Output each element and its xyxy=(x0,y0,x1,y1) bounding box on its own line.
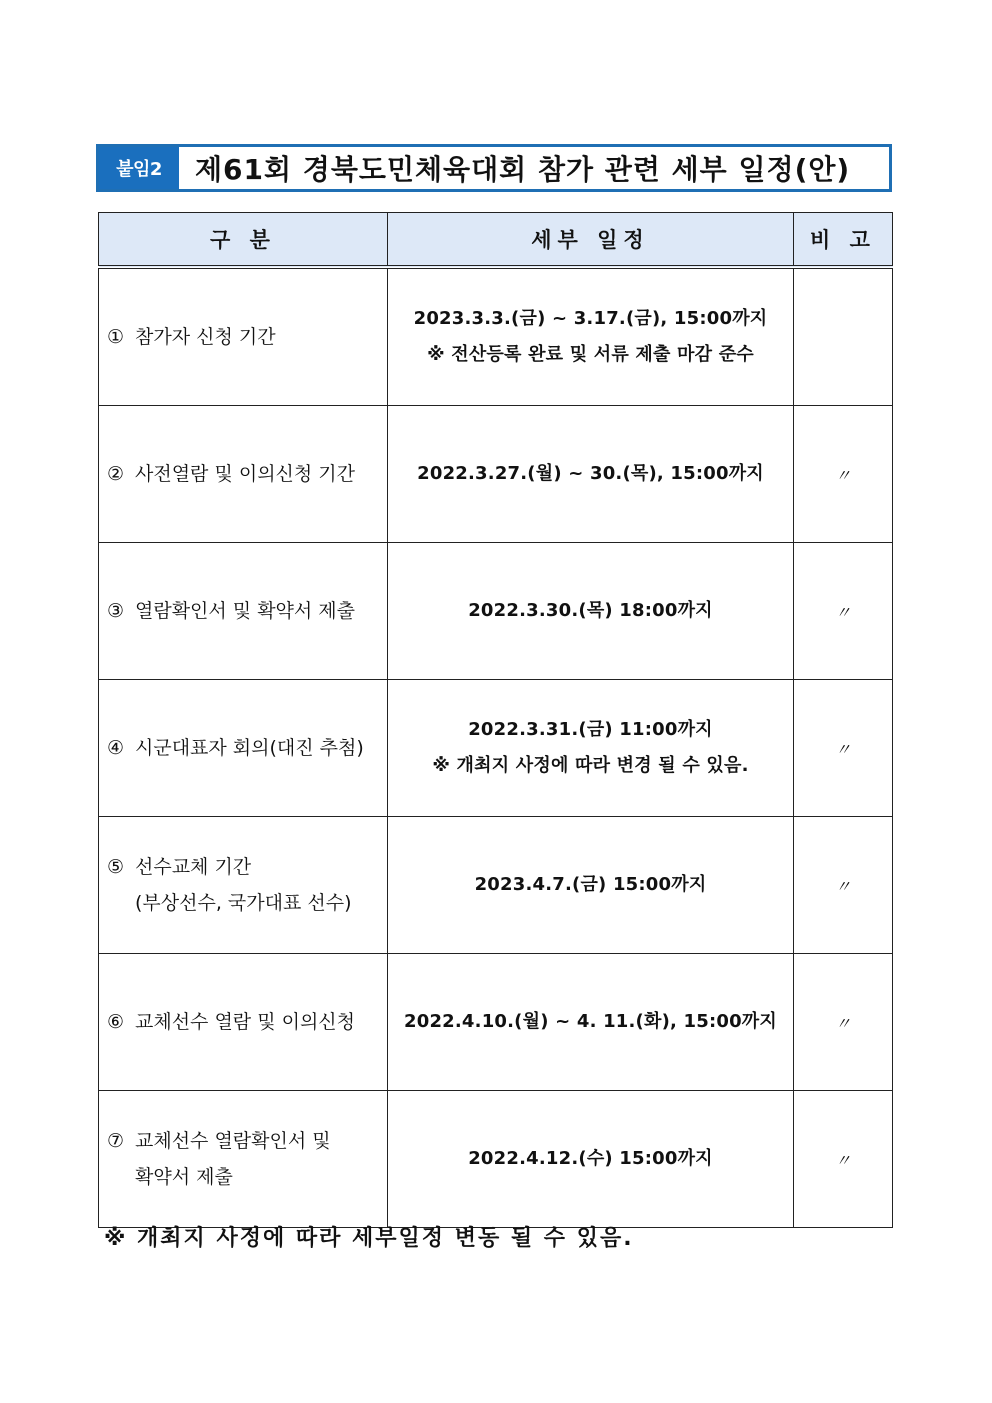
note-cell: 〃 xyxy=(794,954,893,1091)
table-row xyxy=(99,1091,893,1228)
table-row xyxy=(99,267,893,406)
schedule-line: ※ 개최지 사정에 따라 변경 될 수 있음. xyxy=(432,755,749,776)
note-cell: 〃 xyxy=(794,406,893,543)
category-text: 선수교체 기간 xyxy=(135,856,252,878)
note-cell xyxy=(794,267,893,406)
row-number: ② xyxy=(107,463,125,485)
note-cell: 〃 xyxy=(794,1091,893,1228)
schedule-cell xyxy=(388,680,794,817)
category-cell xyxy=(99,680,388,817)
category-text: 참가자 신청 기간 xyxy=(135,326,276,348)
category-cell xyxy=(99,543,388,680)
schedule-cell xyxy=(388,817,794,954)
schedule-line: ※ 전산등록 완료 및 서류 제출 마감 준수 xyxy=(427,344,754,365)
category-cell xyxy=(99,267,388,406)
table-row xyxy=(99,817,893,954)
note-cell: 〃 xyxy=(794,680,893,817)
table-row xyxy=(99,543,893,680)
category-text: 교체선수 열람확인서 및 xyxy=(135,1130,331,1152)
note-cell: 〃 xyxy=(794,817,893,954)
column-header-schedule: 세부 일정 xyxy=(388,213,794,268)
schedule-table xyxy=(98,212,893,1228)
schedule-cell xyxy=(388,406,794,543)
attachment-badge: 붙임2 xyxy=(99,147,179,189)
row-number: ⑤ xyxy=(107,856,125,878)
category-text: 확약서 제출 xyxy=(135,1166,233,1188)
schedule-cell xyxy=(388,954,794,1091)
category-text: (부상선수, 국가대표 선수) xyxy=(135,892,352,914)
category-cell xyxy=(99,1091,388,1228)
title-box xyxy=(96,144,892,192)
row-number: ① xyxy=(107,326,125,348)
category-cell xyxy=(99,954,388,1091)
row-number: ⑥ xyxy=(107,1011,125,1033)
table-row xyxy=(99,680,893,817)
table-row xyxy=(99,406,893,543)
row-number: ⑦ xyxy=(107,1130,125,1152)
row-number: ③ xyxy=(107,600,125,622)
column-header-category: 구 분 xyxy=(99,213,388,268)
document-title: 제61회 경북도민체육대회 참가 관련 세부 일정(안) xyxy=(195,153,851,186)
footnote: ※ 개최지 사정에 따라 세부일정 변동 될 수 있음. xyxy=(104,1226,634,1251)
schedule-line: 2022.4.10.(월) ~ 4. 11.(화), 15:00까지 xyxy=(404,1011,777,1032)
schedule-line: 2022.4.12.(수) 15:00까지 xyxy=(468,1148,713,1169)
category-text: 시군대표자 회의(대진 추첨) xyxy=(135,737,364,759)
schedule-line: 2022.3.27.(월) ~ 30.(목), 15:00까지 xyxy=(417,463,764,484)
column-header-note: 비 고 xyxy=(794,213,893,268)
category-text: 교체선수 열람 및 이의신청 xyxy=(135,1011,356,1033)
schedule-line: 2023.4.7.(금) 15:00까지 xyxy=(474,874,707,895)
table-header-row xyxy=(99,213,893,268)
note-cell: 〃 xyxy=(794,543,893,680)
schedule-cell xyxy=(388,543,794,680)
category-text: 사전열람 및 이의신청 기간 xyxy=(135,463,356,485)
table-row xyxy=(99,954,893,1091)
schedule-cell xyxy=(388,267,794,406)
schedule-line: 2022.3.31.(금) 11:00까지 xyxy=(468,719,713,740)
category-text: 열람확인서 및 확약서 제출 xyxy=(135,600,356,622)
row-number: ④ xyxy=(107,737,125,759)
schedule-cell xyxy=(388,1091,794,1228)
schedule-line: 2022.3.30.(목) 18:00까지 xyxy=(468,600,713,621)
category-cell xyxy=(99,817,388,954)
category-cell xyxy=(99,406,388,543)
schedule-line: 2023.3.3.(금) ~ 3.17.(금), 15:00까지 xyxy=(413,308,768,329)
